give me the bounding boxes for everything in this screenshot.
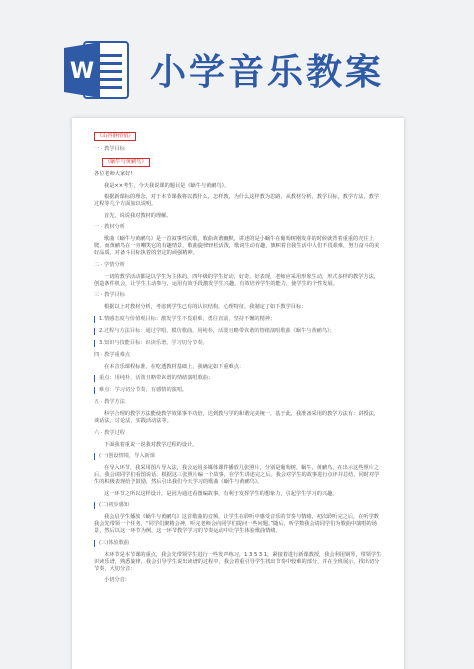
tag-label: 《蜗牛与黄鹂鸟》 (102, 158, 150, 167)
paragraph: 在导入环节，我采用图片导入法，我会运用多媒体课件播放几张照片，分别是葡萄树，蜗牛，黄鹂鸟，在出示这些照片之后，我会请同学们看图说话，根据这三张照片编一个故事，在学生讲述完之后，我会对学生的故事进行点评并总结，同时对学生的积极表现给予鼓励，然后引出我们今天学习的歌曲《蜗牛与黄鹂鸟》。 (94, 465, 380, 485)
section-heading: 一 · 教材分析 (94, 224, 125, 230)
step-title: (一)创设情境，导入新课 (94, 453, 384, 460)
document-page (72, 118, 404, 669)
difficult-point: 难点：学习切分节奏，有感情的演唱。 (94, 387, 384, 394)
paragraph: 我会启学生播放《蜗牛与黄鹂鸟》这首歌曲的音频，让学生在聆听中感受音乐的节奏与情绪，初次聆听完之后，在听学数我会先带领一个任务，“同学们聚精会神，听完老师会向同学们提问一些问题。”随后，听学数我会请同学们为歌曲中演唱的场景，然后以这一环节为例，这一环节教学学习的节奏运动中让学生体验歌曲情绪。 (94, 514, 379, 534)
paragraph: 本环节是本节课的重点，我会先带领学生进行一些发声练习，1 3 5 3 1，紧接着进行新课教授，我会利用钢琴，带领学生识读乐谱，熟悉旋律，我会引导学生说出读谱的过程中，我会着重引导学生找出节奏中较难的部分，并在全班展示，找出切分节奏，大切分音： (94, 551, 382, 572)
paragraph: 我是××考生，今天我说课的题目是《蜗牛与黄鹂鸟》。 (104, 182, 230, 189)
section-heading: 三 · 教学目标 (94, 292, 125, 298)
paragraph: 科学合理的教学方法能使教学效果事半功倍，达到教与学的和谐完美统一，基于此，我准备采用的教学方法有：讲授法，谈话法，讨论法，实践活动法等。 (94, 411, 379, 424)
paragraph: 首先，说说我对教材的理解。 (104, 212, 172, 219)
paragraph: 根据以上对教材分析，考虑到学生已有的认识结构，心理特征，我制定了如下教学目标： (104, 304, 307, 310)
doc-tag (94, 158, 384, 167)
section-heading: 二 · 学情分析 (94, 261, 125, 268)
paragraph: 歌曲《蜗牛与黄鹂鸟》是一首叙事性民歌，歌曲诙谐幽默，讲述的是小蜗牛在葡萄树刚发芽的时候就背着重重的壳往上爬，而黄鹂鸟在一旁嘲笑它的有趣情景，歌曲旋律轻松活泼，歌词生动有趣，旗帜着自我生活中人们不畏艰难，努力奋斗的美好品质，对备斗目标执着的坚定的顽强精神。 (94, 236, 380, 256)
key-point: 重点：用纯朴，活泼且略带诙谐的情绪演唱歌曲； (94, 375, 384, 382)
svg-text:W: W (69, 59, 95, 84)
paragraph: 一切的教学活动都是以学生为主体的，四年级的学生好动，好奇，好表现，老师应采用形象生动，形式多样的教学方法，创造条件机会，让学生主动参与，运用有效手段激发学生兴趣，有效培养学生的能力，使学生的个性发展。 (94, 273, 379, 287)
section-heading: 一 · 教学目标 (94, 145, 125, 152)
section-heading: 六 · 教学过程 (94, 429, 125, 436)
word-document-icon (62, 38, 132, 102)
paragraph: 根据新课标的理念，对于本节课我将以教什么，怎样教，为什么这样教为思路，从教材分析，教学目标，教学方法，教学过程等几个方面加以说明。 (94, 194, 379, 207)
tag-label: 《山谷静悄悄》 (94, 132, 136, 141)
step-title: (二)初步感知 (94, 502, 384, 509)
doc-tag (94, 132, 384, 141)
goal-item: 1.情感态度与价值观目标：激发学生不畏艰难，勇往直前，坚持不懈的精神； (94, 316, 384, 323)
goal-item: 3.知识与技能目标：识读乐谱，学习切分节奏。 (94, 340, 384, 347)
step-title: (三)体验歌曲 (94, 540, 384, 547)
banner (0, 0, 474, 120)
section-heading: 四 · 教学重难点 (94, 351, 131, 358)
paragraph: 在本音乐课程标准，在吃透教材基础上，我确定如下重难点： (104, 363, 245, 370)
paragraph: 下面我着重说一说我对教学过程的设计。 (104, 441, 198, 448)
paragraph: 这一环节之所以这样设计，是因为通过看图编故事，有利于发挥学生的想象力，引起学生学习的兴趣。 (104, 490, 338, 497)
greeting: 各位老师大家好! (94, 171, 133, 177)
goal-item: 2.过程与方法目标：通过学唱，模仿歌曲，用纯朴，活泼且略带诙谐的情绪演唱歌曲《蜗牛与黄鹂鸟》； (94, 328, 384, 335)
banner-title: 小学音乐教案 (150, 52, 385, 93)
paragraph: 小切分音： (104, 577, 130, 583)
section-heading: 五 · 教学方法 (94, 399, 125, 405)
